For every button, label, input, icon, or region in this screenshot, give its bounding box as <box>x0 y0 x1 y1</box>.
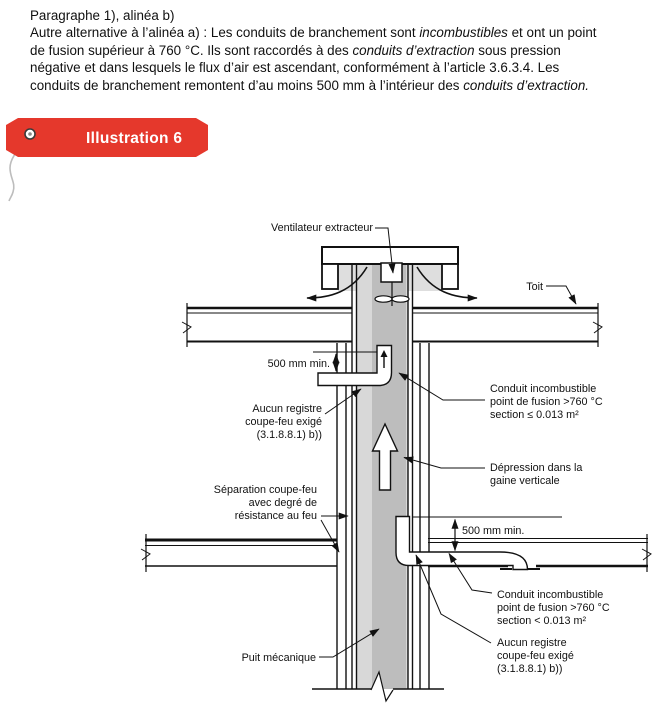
leader-aucun-registre-bottom <box>416 555 491 643</box>
label-aucun-registre-top: coupe-feu exigé <box>245 416 322 428</box>
paragraph-line: Paragraphe 1), alinéa b) <box>30 8 175 23</box>
fan-cap-side-right <box>442 264 458 289</box>
leader-toit <box>546 286 576 304</box>
label-aucun-registre-top: (3.1.8.8.1) b)) <box>256 429 322 441</box>
label-puit-mecanique: Puit mécanique <box>241 652 316 664</box>
paragraph-line: conduits de branchement remontent d’au moins 500 mm à l’intérieur des conduits d’extraction. <box>30 77 589 93</box>
paragraph-line: Autre alternative à l’alinéa a) : Les conduits de branchement sont incombustibles et ont un point <box>30 25 597 41</box>
label-conduit-incombustible-bottom: Conduit incombustible <box>497 589 604 601</box>
label-separation: résistance au feu <box>234 510 317 522</box>
label-depression: Dépression dans la <box>490 462 583 474</box>
paragraph-line: négative et dans lesquels le flux d’air est ascendant, conformément à l’article 3.6.3.4. Les <box>30 60 560 76</box>
label-conduit-incombustible-bottom: point de fusion >760 °C <box>497 602 610 614</box>
label-depression: gaine verticale <box>490 475 560 487</box>
fan-housing <box>307 247 477 306</box>
paragraph-line: de fusion supérieur à 760 °C. Ils sont raccordés à des conduits d’extraction sous pression <box>30 42 561 58</box>
leader-depression <box>404 458 485 469</box>
label-conduit-incombustible-top: Conduit incombustible <box>490 383 597 395</box>
label-aucun-registre-bottom: coupe-feu exigé <box>497 650 574 662</box>
illustration-tag-label: Illustration 6 <box>86 130 183 147</box>
label-separation: Séparation coupe-feu <box>213 484 317 496</box>
fan-motor <box>381 263 402 282</box>
label-conduit-incombustible-top: section ≤ 0.013 m² <box>490 409 579 421</box>
label-conduit-incombustible-top: point de fusion >760 °C <box>490 396 603 408</box>
fan-blade-left <box>375 296 392 302</box>
fan-cap-side-left <box>322 264 338 289</box>
duct-bottom-break <box>312 671 444 702</box>
label-aucun-registre-bottom: (3.1.8.8.1) b)) <box>497 663 563 675</box>
label-toit: Toit <box>526 281 543 293</box>
label-separation: avec degré de <box>248 497 317 509</box>
label-500mm-top: 500 mm min. <box>267 358 330 370</box>
label-ventilateur: Ventilateur extracteur <box>270 222 373 234</box>
label-conduit-incombustible-bottom: section < 0.013 m² <box>497 615 587 627</box>
fan-blade-right <box>392 296 409 302</box>
label-500mm-bottom: 500 mm min. <box>462 525 525 537</box>
tag-eyelet-hole <box>28 132 32 136</box>
label-aucun-registre-bottom: Aucun registre <box>497 637 567 649</box>
label-aucun-registre-top: Aucun registre <box>252 403 322 415</box>
floor-slab-left <box>141 534 337 572</box>
illustration-tag <box>6 118 208 201</box>
leader-aucun-registre-top <box>325 389 361 414</box>
